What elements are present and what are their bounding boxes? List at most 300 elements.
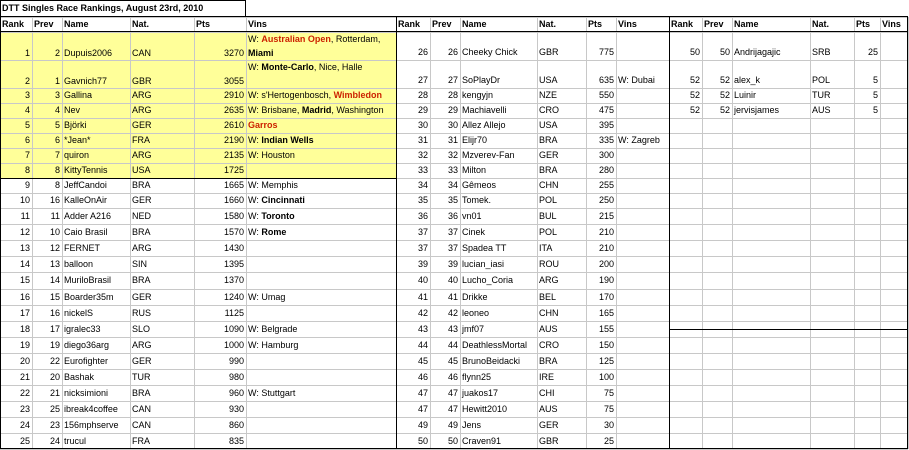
vins-cell[interactable]: W: Hamburg [248, 340, 299, 350]
pts-cell[interactable]: 200 [598, 259, 614, 269]
vins-cell[interactable]: W: Rome [248, 227, 287, 237]
name-cell[interactable]: Drikke [462, 292, 488, 302]
pts-cell[interactable]: 550 [598, 90, 614, 100]
name-cell[interactable]: jervisjames [734, 105, 780, 115]
name-cell[interactable]: Gallina [64, 90, 93, 100]
name-cell[interactable]: Gavnich77 [64, 76, 108, 86]
name-cell[interactable]: jmf07 [462, 324, 485, 334]
name-cell[interactable]: Machiavelli [462, 105, 507, 115]
vins-cell[interactable] [616, 369, 669, 385]
rank-cell[interactable]: 1 [24, 48, 30, 58]
pts-cell[interactable]: 775 [598, 47, 614, 57]
pts-cell[interactable]: 250 [598, 195, 614, 205]
rank-cell[interactable]: 18 [19, 324, 30, 334]
rank-cell[interactable]: 14 [19, 259, 30, 269]
vins-cell[interactable]: W: Brisbane, Madrid, Washington [248, 105, 384, 115]
rank-cell[interactable]: 50 [417, 436, 428, 446]
name-cell[interactable]: Dupuis2006 [64, 48, 113, 58]
name-cell[interactable]: ibreak4coffee [64, 404, 118, 414]
pts-cell[interactable]: 1395 [223, 259, 244, 269]
rank-cell[interactable]: 39 [417, 259, 428, 269]
nat-cell[interactable]: ITA [539, 243, 553, 253]
rank-cell[interactable]: 45 [417, 356, 428, 366]
name-cell[interactable]: *Jean* [64, 135, 91, 145]
name-cell[interactable]: KalleOnAir [64, 195, 108, 205]
nat-cell[interactable]: BEL [539, 292, 557, 302]
pts-cell[interactable]: 980 [228, 372, 244, 382]
nat-cell[interactable]: NED [132, 211, 152, 221]
name-cell[interactable]: Boarder35m [64, 292, 114, 302]
col-header-prev[interactable]: Prev [704, 19, 724, 29]
pts-cell[interactable]: 1570 [223, 227, 244, 237]
pts-cell[interactable]: 1660 [223, 195, 244, 205]
nat-cell[interactable]: USA [132, 165, 151, 175]
name-cell[interactable]: BrunoBeidacki [462, 356, 521, 366]
prev-cell[interactable]: 36 [447, 211, 458, 221]
prev-cell[interactable]: 16 [49, 195, 60, 205]
nat-cell[interactable]: GBR [132, 76, 152, 86]
rank-cell[interactable]: 47 [417, 388, 428, 398]
col-header-pts[interactable]: Pts [588, 19, 603, 29]
rank-cell[interactable]: 32 [417, 150, 428, 160]
name-cell[interactable]: nickelS [64, 308, 94, 318]
rank-cell[interactable]: 29 [417, 105, 428, 115]
prev-cell[interactable]: 16 [49, 308, 60, 318]
prev-cell[interactable]: 39 [447, 259, 458, 269]
name-cell[interactable]: Lucho_Coria [462, 275, 514, 285]
col-header-name[interactable]: Name [64, 19, 89, 29]
vins-cell[interactable]: W: Toronto [248, 211, 295, 221]
rank-cell[interactable]: 34 [417, 180, 428, 190]
name-cell[interactable]: igralec33 [64, 324, 101, 334]
pts-cell[interactable]: 1580 [223, 211, 244, 221]
prev-cell[interactable]: 12 [49, 243, 60, 253]
pts-cell[interactable]: 190 [598, 275, 614, 285]
pts-cell[interactable]: 5 [872, 75, 878, 85]
name-cell[interactable]: Andrijagajic [734, 47, 781, 57]
vins-cell[interactable] [616, 272, 669, 289]
nat-cell[interactable]: RUS [132, 308, 152, 318]
vins-cell[interactable]: W: Belgrade [248, 324, 298, 334]
name-cell[interactable]: Adder A216 [64, 211, 112, 221]
nat-cell[interactable]: POL [812, 75, 831, 85]
nat-cell[interactable]: ARG [132, 90, 152, 100]
name-cell[interactable]: Allez Allejo [462, 120, 506, 130]
vins-cell[interactable] [246, 417, 396, 433]
name-cell[interactable]: alex_k [734, 75, 761, 85]
vins-cell[interactable] [246, 272, 396, 289]
vins-cell[interactable] [616, 224, 669, 240]
nat-cell[interactable]: GER [132, 292, 152, 302]
pts-cell[interactable]: 2610 [223, 120, 244, 130]
nat-cell[interactable]: GER [132, 356, 152, 366]
rank-cell[interactable]: 41 [417, 292, 428, 302]
nat-cell[interactable]: TUR [132, 372, 151, 382]
pts-cell[interactable]: 75 [603, 388, 614, 398]
pts-cell[interactable]: 165 [598, 308, 614, 318]
col-header-rank[interactable]: Rank [671, 19, 694, 29]
col-header-name[interactable]: Name [462, 19, 487, 29]
nat-cell[interactable]: POL [539, 195, 558, 205]
rank-cell[interactable]: 20 [19, 356, 30, 366]
name-cell[interactable]: Bashak [64, 372, 95, 382]
prev-cell[interactable]: 52 [719, 75, 730, 85]
vins-cell[interactable] [616, 208, 669, 224]
nat-cell[interactable]: GBR [539, 436, 559, 446]
prev-cell[interactable]: 29 [447, 105, 458, 115]
prev-cell[interactable]: 30 [447, 120, 458, 130]
pts-cell[interactable]: 210 [598, 227, 614, 237]
nat-cell[interactable]: BRA [132, 227, 151, 237]
vins-cell[interactable] [246, 305, 396, 321]
pts-cell[interactable]: 255 [598, 180, 614, 190]
prev-cell[interactable]: 23 [49, 420, 60, 430]
pts-cell[interactable]: 5 [872, 90, 878, 100]
rank-cell[interactable]: 6 [24, 135, 30, 145]
name-cell[interactable]: KittyTennis [64, 165, 108, 175]
name-cell[interactable]: diego36arg [64, 340, 110, 350]
prev-cell[interactable]: 13 [49, 259, 60, 269]
vins-cell[interactable] [616, 88, 669, 103]
rank-cell[interactable]: 26 [417, 47, 428, 57]
pts-cell[interactable]: 75 [603, 404, 614, 414]
pts-cell[interactable]: 3270 [223, 48, 244, 58]
pts-cell[interactable]: 150 [598, 340, 614, 350]
vins-cell[interactable] [616, 321, 669, 337]
name-cell[interactable]: quiron [64, 150, 90, 160]
vins-cell[interactable] [880, 73, 908, 88]
name-cell[interactable]: vn01 [462, 211, 482, 221]
nat-cell[interactable]: CHN [539, 180, 559, 190]
prev-cell[interactable]: 1 [54, 76, 60, 86]
name-cell[interactable]: juakos17 [462, 388, 499, 398]
nat-cell[interactable]: FRA [132, 135, 150, 145]
prev-cell[interactable]: 27 [447, 75, 458, 85]
rank-cell[interactable]: 15 [19, 275, 30, 285]
rank-cell[interactable]: 11 [20, 211, 30, 221]
name-cell[interactable]: JeffCandoi [64, 180, 107, 190]
rank-cell[interactable]: 7 [24, 150, 30, 160]
prev-cell[interactable]: 17 [49, 324, 60, 334]
rank-cell[interactable]: 33 [417, 165, 428, 175]
name-cell[interactable]: kengyjn [462, 90, 494, 100]
rank-cell[interactable]: 27 [417, 75, 428, 85]
nat-cell[interactable]: GER [132, 195, 152, 205]
prev-cell[interactable]: 35 [447, 195, 458, 205]
pts-cell[interactable]: 125 [598, 356, 614, 366]
name-cell[interactable]: Cinek [462, 227, 486, 237]
prev-cell[interactable]: 31 [447, 135, 458, 145]
nat-cell[interactable]: POL [539, 227, 558, 237]
vins-cell[interactable] [616, 385, 669, 401]
nat-cell[interactable]: ARG [132, 243, 152, 253]
rank-cell[interactable]: 5 [24, 120, 30, 130]
pts-cell[interactable]: 835 [228, 436, 244, 446]
rank-cell[interactable]: 49 [417, 420, 428, 430]
pts-cell[interactable]: 1430 [223, 243, 244, 253]
prev-cell[interactable]: 8 [54, 165, 60, 175]
nat-cell[interactable]: FRA [132, 436, 150, 446]
prev-cell[interactable]: 24 [49, 436, 60, 446]
pts-cell[interactable]: 1125 [224, 308, 244, 318]
nat-cell[interactable]: TUR [812, 90, 831, 100]
vins-cell[interactable]: W: s'Hertogenbosch, Wimbledon [248, 90, 383, 100]
prev-cell[interactable]: 8 [54, 180, 60, 190]
pts-cell[interactable]: 1000 [223, 340, 244, 350]
rank-cell[interactable]: 28 [417, 90, 428, 100]
nat-cell[interactable]: ARG [132, 150, 152, 160]
prev-cell[interactable]: 32 [447, 150, 458, 160]
pts-cell[interactable]: 1370 [223, 275, 244, 285]
vins-cell[interactable]: W: Australian Open, Rotterdam, Miami [248, 34, 381, 58]
name-cell[interactable]: Mzverev-Fan [462, 150, 515, 160]
rank-cell[interactable]: 40 [417, 275, 428, 285]
name-cell[interactable]: 156mphserve [64, 420, 119, 430]
prev-cell[interactable]: 43 [447, 324, 458, 334]
nat-cell[interactable]: BRA [132, 388, 151, 398]
prev-cell[interactable]: 50 [447, 436, 458, 446]
vins-cell[interactable]: W: Umag [248, 292, 286, 302]
prev-cell[interactable]: 34 [447, 180, 458, 190]
rank-cell[interactable]: 22 [19, 388, 30, 398]
vins-cell[interactable] [616, 148, 669, 163]
pts-cell[interactable]: 25 [603, 436, 614, 446]
pts-cell[interactable]: 300 [598, 150, 614, 160]
pts-cell[interactable]: 860 [228, 420, 244, 430]
vins-cell[interactable]: Garros [248, 120, 278, 130]
pts-cell[interactable]: 930 [228, 404, 244, 414]
prev-cell[interactable]: 41 [447, 292, 458, 302]
vins-cell[interactable] [880, 88, 908, 103]
rank-cell[interactable]: 37 [417, 227, 428, 237]
pts-cell[interactable]: 30 [603, 420, 614, 430]
vins-cell[interactable]: W: Zagreb [618, 135, 660, 145]
pts-cell[interactable]: 2135 [223, 150, 244, 160]
rank-cell[interactable]: 31 [417, 135, 428, 145]
name-cell[interactable]: Eurofighter [64, 356, 109, 366]
nat-cell[interactable]: CHI [539, 388, 555, 398]
prev-cell[interactable]: 45 [447, 356, 458, 366]
nat-cell[interactable]: GER [132, 120, 152, 130]
name-cell[interactable]: flynn25 [462, 372, 492, 382]
prev-cell[interactable]: 50 [719, 47, 730, 57]
rank-cell[interactable]: 12 [19, 227, 30, 237]
prev-cell[interactable]: 42 [447, 308, 458, 318]
col-header-pts[interactable]: Pts [856, 19, 871, 29]
prev-cell[interactable]: 33 [447, 165, 458, 175]
prev-cell[interactable]: 5 [54, 120, 60, 130]
name-cell[interactable]: Gêmeos [462, 180, 497, 190]
rank-cell[interactable]: 4 [24, 105, 30, 115]
vins-cell[interactable] [616, 401, 669, 417]
vins-cell[interactable] [246, 353, 396, 369]
vins-cell[interactable] [616, 240, 669, 256]
pts-cell[interactable]: 5 [872, 105, 878, 115]
col-header-prev[interactable]: Prev [34, 19, 54, 29]
vins-cell[interactable] [616, 178, 669, 193]
vins-cell[interactable]: W: Cincinnati [248, 195, 305, 205]
vins-cell[interactable]: W: Monte-Carlo, Nice, Halle [248, 62, 363, 72]
rank-cell[interactable]: 52 [689, 105, 700, 115]
vins-cell[interactable] [880, 45, 908, 60]
nat-cell[interactable]: IRE [539, 372, 555, 382]
vins-cell[interactable] [616, 256, 669, 272]
prev-cell[interactable]: 6 [54, 135, 60, 145]
vins-cell[interactable] [616, 118, 669, 133]
nat-cell[interactable]: SLO [132, 324, 151, 334]
name-cell[interactable]: MuriloBrasil [64, 275, 112, 285]
name-cell[interactable]: balloon [64, 259, 94, 269]
col-header-nat[interactable]: Nat. [539, 19, 557, 29]
name-cell[interactable]: Craven91 [462, 436, 502, 446]
name-cell[interactable]: Hewitt2010 [462, 404, 508, 414]
pts-cell[interactable]: 395 [598, 120, 614, 130]
nat-cell[interactable]: CHN [539, 308, 559, 318]
nat-cell[interactable]: ROU [539, 259, 559, 269]
nat-cell[interactable]: BRA [132, 275, 151, 285]
prev-cell[interactable]: 22 [49, 356, 60, 366]
prev-cell[interactable]: 10 [49, 227, 60, 237]
pts-cell[interactable]: 3055 [223, 76, 244, 86]
rank-cell[interactable]: 37 [417, 243, 428, 253]
rank-cell[interactable]: 2 [24, 76, 30, 86]
pts-cell[interactable]: 1665 [223, 180, 244, 190]
rank-cell[interactable]: 25 [19, 436, 30, 446]
rank-cell[interactable]: 30 [417, 120, 428, 130]
name-cell[interactable]: Nev [64, 105, 81, 115]
prev-cell[interactable]: 7 [54, 150, 60, 160]
vins-cell[interactable]: W: Stuttgart [248, 388, 296, 398]
pts-cell[interactable]: 25 [867, 47, 878, 57]
nat-cell[interactable]: CRO [539, 340, 559, 350]
prev-cell[interactable]: 11 [50, 211, 60, 221]
pts-cell[interactable]: 960 [228, 388, 244, 398]
rank-cell[interactable]: 24 [19, 420, 30, 430]
vins-cell[interactable] [616, 305, 669, 321]
rank-cell[interactable]: 46 [417, 372, 428, 382]
rank-cell[interactable]: 36 [417, 211, 428, 221]
col-header-prev[interactable]: Prev [432, 19, 452, 29]
pts-cell[interactable]: 990 [228, 356, 244, 366]
col-header-pts[interactable]: Pts [196, 19, 211, 29]
nat-cell[interactable]: BUL [539, 211, 557, 221]
prev-cell[interactable]: 21 [49, 388, 60, 398]
name-cell[interactable]: DeathlessMortal [462, 340, 528, 350]
prev-cell[interactable]: 26 [447, 47, 458, 57]
vins-cell[interactable] [616, 289, 669, 305]
rank-cell[interactable]: 16 [19, 292, 30, 302]
name-cell[interactable]: Milton [462, 165, 487, 175]
col-header-nat[interactable]: Nat. [132, 19, 150, 29]
nat-cell[interactable]: SIN [132, 259, 148, 269]
name-cell[interactable]: Cheeky Chick [462, 47, 518, 57]
pts-cell[interactable]: 635 [598, 75, 614, 85]
pts-cell[interactable]: 335 [598, 135, 614, 145]
name-cell[interactable]: Spadea TT [462, 243, 507, 253]
nat-cell[interactable]: ARG [132, 340, 152, 350]
pts-cell[interactable]: 475 [598, 105, 614, 115]
vins-cell[interactable] [246, 256, 396, 272]
prev-cell[interactable]: 3 [54, 90, 60, 100]
nat-cell[interactable]: SRB [812, 47, 831, 57]
rank-cell[interactable]: 13 [19, 243, 30, 253]
pts-cell[interactable]: 2910 [223, 90, 244, 100]
prev-cell[interactable]: 20 [49, 372, 60, 382]
nat-cell[interactable]: ARG [539, 275, 559, 285]
col-header-rank[interactable]: Rank [398, 19, 421, 29]
rank-cell[interactable]: 21 [19, 372, 30, 382]
rank-cell[interactable]: 8 [24, 165, 30, 175]
name-cell[interactable]: Caio Brasil [64, 227, 108, 237]
nat-cell[interactable]: USA [539, 75, 558, 85]
col-header-vins[interactable]: Vins [618, 19, 637, 29]
prev-cell[interactable]: 52 [719, 105, 730, 115]
nat-cell[interactable]: GER [539, 150, 559, 160]
rank-cell[interactable]: 52 [689, 75, 700, 85]
rank-cell[interactable]: 19 [19, 340, 30, 350]
vins-cell[interactable] [616, 193, 669, 208]
rank-cell[interactable]: 35 [417, 195, 428, 205]
prev-cell[interactable]: 15 [49, 292, 60, 302]
prev-cell[interactable]: 28 [447, 90, 458, 100]
rank-cell[interactable]: 17 [19, 308, 30, 318]
prev-cell[interactable]: 49 [447, 420, 458, 430]
prev-cell[interactable]: 40 [447, 275, 458, 285]
prev-cell[interactable]: 47 [447, 404, 458, 414]
pts-cell[interactable]: 210 [598, 243, 614, 253]
rank-cell[interactable]: 42 [417, 308, 428, 318]
vins-cell[interactable] [616, 353, 669, 369]
name-cell[interactable]: Björki [64, 120, 87, 130]
vins-cell[interactable] [246, 240, 396, 256]
vins-cell[interactable]: W: Houston [248, 150, 295, 160]
nat-cell[interactable]: GBR [539, 47, 559, 57]
nat-cell[interactable]: NZE [539, 90, 557, 100]
rank-cell[interactable]: 50 [689, 47, 700, 57]
nat-cell[interactable]: CRO [539, 105, 559, 115]
vins-cell[interactable] [616, 337, 669, 353]
pts-cell[interactable]: 280 [598, 165, 614, 175]
name-cell[interactable]: Jens [462, 420, 482, 430]
vins-cell[interactable] [616, 417, 669, 433]
prev-cell[interactable]: 25 [49, 404, 60, 414]
col-header-nat[interactable]: Nat. [812, 19, 830, 29]
name-cell[interactable]: FERNET [64, 243, 100, 253]
prev-cell[interactable]: 37 [447, 243, 458, 253]
rank-cell[interactable]: 43 [417, 324, 428, 334]
col-header-vins[interactable]: Vins [882, 19, 901, 29]
nat-cell[interactable]: GER [539, 420, 559, 430]
prev-cell[interactable]: 14 [49, 275, 60, 285]
pts-cell[interactable]: 100 [598, 372, 614, 382]
vins-cell[interactable] [246, 163, 396, 178]
col-header-vins[interactable]: Vins [248, 19, 267, 29]
nat-cell[interactable]: BRA [539, 135, 558, 145]
prev-cell[interactable]: 19 [49, 340, 60, 350]
rank-cell[interactable]: 9 [24, 180, 30, 190]
vins-cell[interactable] [616, 103, 669, 118]
rank-cell[interactable]: 10 [19, 195, 30, 205]
prev-cell[interactable]: 37 [447, 227, 458, 237]
vins-cell[interactable] [880, 103, 908, 118]
pts-cell[interactable]: 2635 [223, 105, 244, 115]
nat-cell[interactable]: USA [539, 120, 558, 130]
pts-cell[interactable]: 1725 [223, 165, 244, 175]
vins-cell[interactable]: W: Memphis [248, 180, 298, 190]
name-cell[interactable]: Elijr70 [462, 135, 488, 145]
pts-cell[interactable]: 2190 [223, 135, 244, 145]
pts-cell[interactable]: 215 [598, 211, 614, 221]
